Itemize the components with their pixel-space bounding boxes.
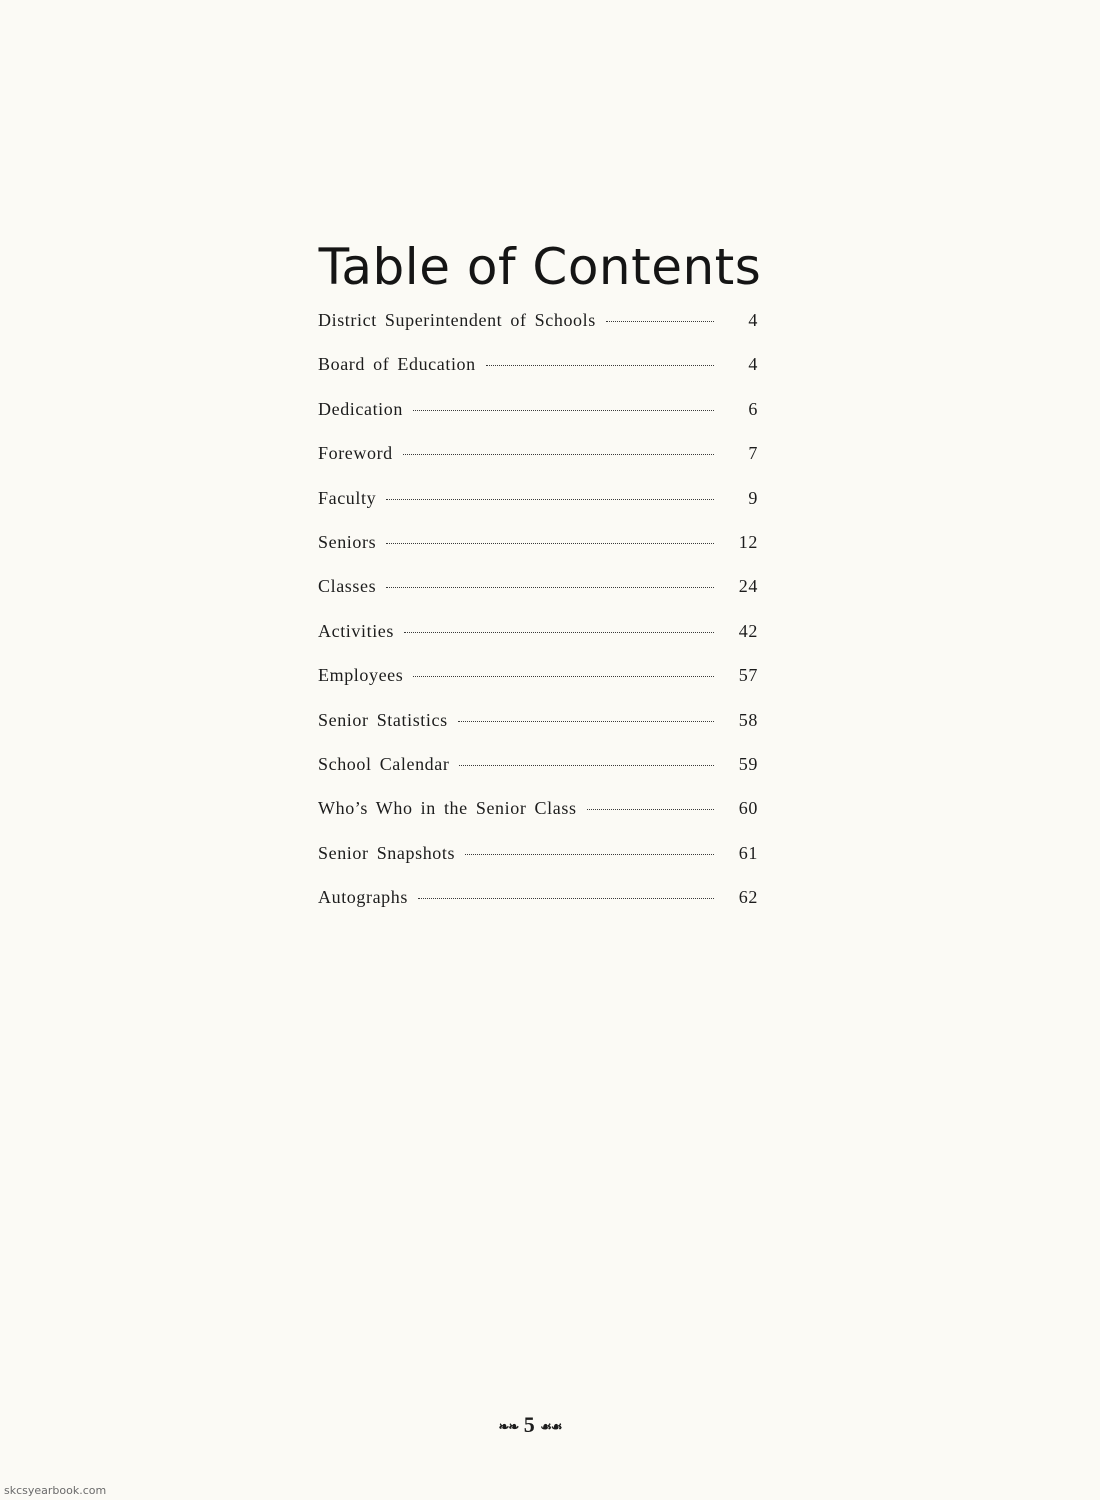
dot-leader bbox=[413, 676, 714, 677]
dot-leader bbox=[418, 898, 714, 899]
toc-entry bbox=[318, 665, 758, 709]
ornament-right-icon: ☙☙ bbox=[540, 1418, 562, 1434]
toc-entry-page: 9 bbox=[748, 487, 758, 508]
toc-entry-label: School Calendar bbox=[318, 753, 450, 774]
toc-entry-label: Dedication bbox=[318, 398, 403, 419]
toc-entry-page: 59 bbox=[738, 753, 758, 774]
dot-leader bbox=[486, 365, 714, 366]
dot-leader bbox=[413, 410, 714, 411]
page-title: Table of Contents bbox=[318, 238, 762, 296]
toc-entry-label: District Superintendent of Schools bbox=[318, 310, 596, 330]
toc-entry-label: Who’s Who in the Senior Class bbox=[318, 798, 577, 819]
toc-entry bbox=[318, 443, 758, 487]
dot-leader bbox=[404, 632, 714, 633]
toc-entry bbox=[318, 843, 758, 887]
ornament-left-icon: ❧❧ bbox=[498, 1418, 519, 1434]
toc-entry-page: 24 bbox=[738, 576, 758, 597]
toc-entry-label: Senior Snapshots bbox=[318, 842, 456, 863]
toc-entry-label: Employees bbox=[318, 665, 404, 686]
toc-entry-label: Seniors bbox=[318, 531, 377, 552]
toc-entry bbox=[318, 621, 758, 665]
toc-entry bbox=[318, 354, 758, 398]
toc-entry bbox=[318, 887, 758, 931]
toc-entry-label: Activities bbox=[318, 620, 394, 641]
table-of-contents bbox=[318, 310, 758, 931]
dot-leader bbox=[606, 321, 714, 322]
toc-entry-label: Foreword bbox=[318, 443, 393, 464]
source-watermark: skcsyearbook.com bbox=[4, 1484, 107, 1497]
toc-entry-page: 42 bbox=[738, 620, 758, 641]
toc-entry bbox=[318, 754, 758, 798]
toc-entry-label: Classes bbox=[318, 576, 377, 597]
toc-entry bbox=[318, 488, 758, 532]
toc-entry bbox=[318, 532, 758, 576]
toc-entry-page: 4 bbox=[748, 310, 758, 330]
toc-entry-page: 4 bbox=[748, 354, 758, 375]
page-folio bbox=[470, 1412, 590, 1438]
toc-entry-page: 12 bbox=[738, 531, 758, 552]
dot-leader bbox=[459, 765, 714, 766]
toc-entry bbox=[318, 310, 758, 354]
dot-leader bbox=[403, 454, 714, 455]
toc-entry bbox=[318, 710, 758, 754]
toc-entry-label: Faculty bbox=[318, 487, 377, 508]
toc-entry-page: 62 bbox=[738, 887, 758, 908]
toc-entry bbox=[318, 798, 758, 842]
toc-entry-label: Senior Statistics bbox=[318, 709, 448, 730]
toc-entry-label: Autographs bbox=[318, 887, 408, 908]
toc-entry-page: 58 bbox=[738, 709, 758, 730]
dot-leader bbox=[458, 721, 714, 722]
dot-leader bbox=[386, 587, 714, 588]
dot-leader bbox=[386, 499, 714, 500]
toc-entry-label: Board of Education bbox=[318, 354, 476, 375]
dot-leader bbox=[465, 854, 714, 855]
toc-entry bbox=[318, 576, 758, 620]
dot-leader bbox=[587, 809, 714, 810]
toc-entry-page: 6 bbox=[748, 398, 758, 419]
toc-entry-page: 60 bbox=[738, 798, 758, 819]
page-number: 5 bbox=[523, 1412, 535, 1437]
toc-entry-page: 57 bbox=[738, 665, 758, 686]
toc-entry-page: 7 bbox=[748, 443, 758, 464]
dot-leader bbox=[386, 543, 714, 544]
toc-entry bbox=[318, 399, 758, 443]
toc-entry-page: 61 bbox=[738, 842, 758, 863]
